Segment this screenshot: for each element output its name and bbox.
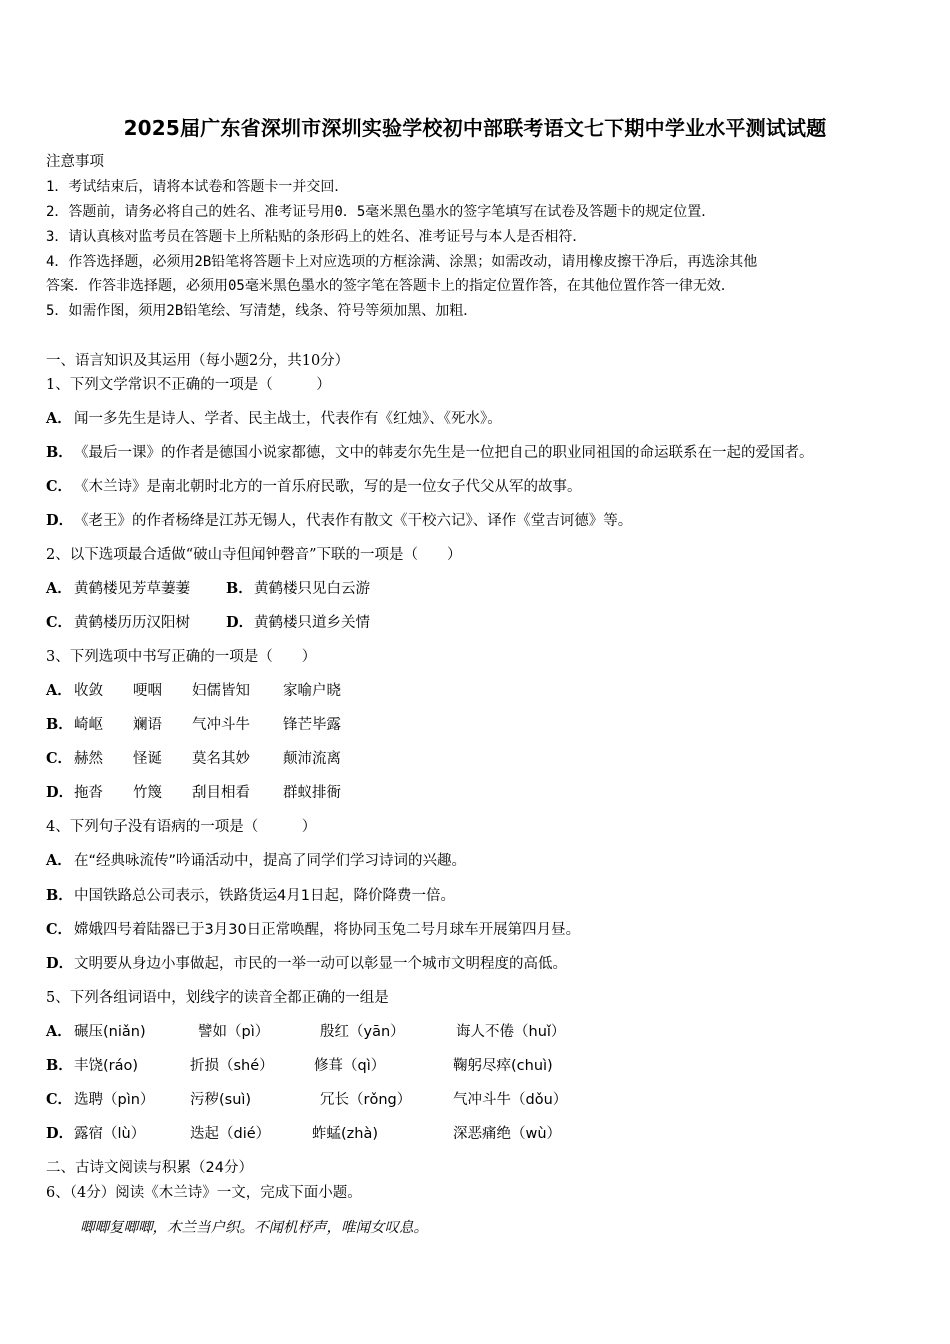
option-word: 选聘（pìn） — [74, 1092, 155, 1108]
option-letter: A． — [46, 580, 72, 597]
option-letter: C． — [46, 478, 73, 495]
q1-option-b — [46, 443, 814, 463]
option-letter: D． — [46, 955, 74, 972]
option-word: 怪诞 — [133, 751, 162, 767]
option-word: 修葺（qì） — [314, 1058, 386, 1074]
notice-item-2: 2．答题前，请务必将自己的姓名、准考证号用0．5毫米黑色墨水的签字笔填写在试卷及答题卡的规定位置． — [46, 204, 716, 220]
option-word: 锋芒毕露 — [283, 717, 341, 733]
q4-option-d — [46, 954, 567, 974]
q3-option-b — [46, 715, 341, 735]
notice-heading: 注意事项 — [46, 154, 104, 170]
option-word: 气冲斗牛（dǒu） — [453, 1092, 568, 1108]
option-letter: A． — [46, 410, 72, 427]
q3-option-d — [46, 783, 341, 803]
option-letter: B． — [46, 444, 73, 461]
option-letter: C． — [46, 750, 73, 767]
option-word: 家喻户晓 — [283, 683, 341, 699]
q2-row-1 — [46, 579, 370, 599]
q5-stem: 5、下列各组词语中，划线字的读音全都正确的一组是 — [46, 990, 389, 1006]
option-word: 露宿（lù） — [74, 1126, 146, 1142]
option-text: 黄鹤楼历历汉阳树 — [74, 615, 190, 631]
option-text: 中国铁路总公司表示，铁路货运4月1日起，降价降费一倍。 — [74, 888, 455, 904]
option-word: 群蚁排衙 — [283, 785, 341, 801]
option-word: 深恶痛绝（wù） — [453, 1126, 562, 1142]
option-letter: D． — [46, 1125, 74, 1142]
option-word: 赫然 — [74, 751, 103, 767]
option-word: 哽咽 — [133, 683, 162, 699]
option-word: 冗长（rǒng） — [320, 1092, 412, 1108]
q6-stem: 6、（4分）阅读《木兰诗》一文，完成下面小题。 — [46, 1185, 362, 1201]
option-letter: B． — [46, 716, 73, 733]
q3-option-c — [46, 749, 341, 769]
option-letter: B． — [226, 580, 253, 597]
option-word: 殷红（yān） — [320, 1024, 405, 1040]
q4-stem: 4、下列句子没有语病的一项是（ ） — [46, 819, 317, 835]
option-text: 黄鹤楼只道乡关情 — [254, 615, 370, 631]
option-word: 鞠躬尽瘁(chuì) — [453, 1058, 553, 1074]
option-letter: B． — [46, 1057, 73, 1074]
q4-option-b — [46, 886, 455, 906]
option-word: 折损（shé） — [190, 1058, 274, 1074]
option-letter: D． — [46, 784, 74, 801]
q2-stem: 2、以下选项最合适做“破山寺但闻钟磬音”下联的一项是（ ） — [46, 547, 462, 563]
q2-row-2 — [46, 613, 370, 633]
option-word: 崎岖 — [74, 717, 103, 733]
option-text: 《老王》的作者杨绛是江苏无锡人，代表作有散文《干校六记》、译作《堂吉诃德》等。 — [74, 513, 633, 529]
option-text: 黄鹤楼见芳草萋萋 — [74, 581, 190, 597]
option-text: 文明要从身边小事做起，市民的一举一动可以彰显一个城市文明程度的高低。 — [74, 956, 567, 972]
q4-option-c — [46, 920, 580, 940]
q5-option-a — [46, 1022, 565, 1042]
option-word: 妇儒皆知 — [192, 683, 250, 699]
option-word: 迭起（dié） — [190, 1126, 271, 1142]
option-text: 嫦娥四号着陆器已于3月30日正常唤醒，将协同玉兔二号月球车开展第四月昼。 — [74, 922, 581, 938]
option-text: 在“经典咏流传”吟诵活动中，提高了同学们学习诗词的兴趣。 — [74, 853, 467, 869]
q1-option-d — [46, 511, 632, 531]
option-letter: D． — [226, 614, 254, 631]
option-word: 丰饶(ráo) — [74, 1058, 139, 1074]
section2-heading: 二、古诗文阅读与积累（24分） — [46, 1160, 253, 1176]
notice-item-5: 5．如需作图，须用2B铅笔绘、写清楚，线条、符号等须加黑、加粗． — [46, 303, 478, 319]
option-word: 竹篾 — [133, 785, 162, 801]
option-word: 收敛 — [74, 683, 103, 699]
option-letter: A． — [46, 1023, 72, 1040]
option-text: 《最后一课》的作者是德国小说家都德，文中的韩麦尔先生是一位把自己的职业同祖国的命运联系在一起的爱国者。 — [74, 445, 814, 461]
option-word: 莫名其妙 — [192, 751, 250, 767]
notice-item-4-cont: 答案．作答非选择题，必须用05毫米黑色墨水的签字笔在答题卡上的指定位置作答，在其他位置作答一律无效． — [46, 278, 735, 294]
notice-item-3: 3．请认真核对监考员在答题卡上所粘贴的条形码上的姓名、准考证号与本人是否相符． — [46, 229, 587, 245]
q1-option-a — [46, 409, 502, 429]
option-text: 闻一多先生是诗人、学者、民主战士，代表作有《红烛》、《死水》。 — [74, 411, 502, 427]
option-letter: C． — [46, 1091, 73, 1108]
option-word: 蚱蜢(zhà) — [312, 1126, 379, 1142]
option-letter: A． — [46, 682, 72, 699]
option-word: 譬如（pì） — [198, 1024, 270, 1040]
q5-option-c — [46, 1090, 567, 1110]
option-word: 拖沓 — [74, 785, 103, 801]
section1-heading: 一、语言知识及其运用（每小题2分，共10分） — [46, 353, 350, 369]
option-letter: D． — [46, 512, 74, 529]
q3-option-a — [46, 681, 341, 701]
option-letter: A． — [46, 852, 72, 869]
option-word: 颠沛流离 — [283, 751, 341, 767]
option-letter: C． — [46, 614, 73, 631]
poem-line: 唧唧复唧唧，木兰当户织。不闻机杼声，唯闻女叹息。 — [80, 1220, 428, 1236]
option-letter: B． — [46, 887, 73, 904]
option-word: 斓语 — [133, 717, 162, 733]
option-word: 污秽(suì) — [190, 1092, 252, 1108]
q5-option-d — [46, 1124, 561, 1144]
notice-item-1: 1．考试结束后，请将本试卷和答题卡一并交回． — [46, 179, 349, 195]
notice-item-4: 4．作答选择题，必须用2B铅笔将答题卡上对应选项的方框涂满、涂黑；如需改动，请用橡皮擦干净后，再选涂其他 — [46, 254, 758, 270]
page-title: 2025届广东省深圳市深圳实验学校初中部联考语文七下期中学业水平测试试题 — [123, 116, 827, 140]
q1-stem: 1、下列文学常识不正确的一项是（ ） — [46, 377, 331, 393]
option-word: 气冲斗牛 — [192, 717, 250, 733]
option-text: 《木兰诗》是南北朝时北方的一首乐府民歌，写的是一位女子代父从军的故事。 — [74, 479, 582, 495]
option-letter: C． — [46, 921, 73, 938]
q1-option-c — [46, 477, 582, 497]
option-word: 刮目相看 — [192, 785, 250, 801]
q4-option-a — [46, 851, 466, 871]
option-text: 黄鹤楼只见白云游 — [254, 581, 370, 597]
option-word: 诲人不倦（huǐ） — [456, 1024, 566, 1040]
q3-stem: 3、下列选项中书写正确的一项是（ ） — [46, 649, 317, 665]
option-word: 碾压(niǎn) — [74, 1024, 146, 1040]
q5-option-b — [46, 1056, 553, 1076]
